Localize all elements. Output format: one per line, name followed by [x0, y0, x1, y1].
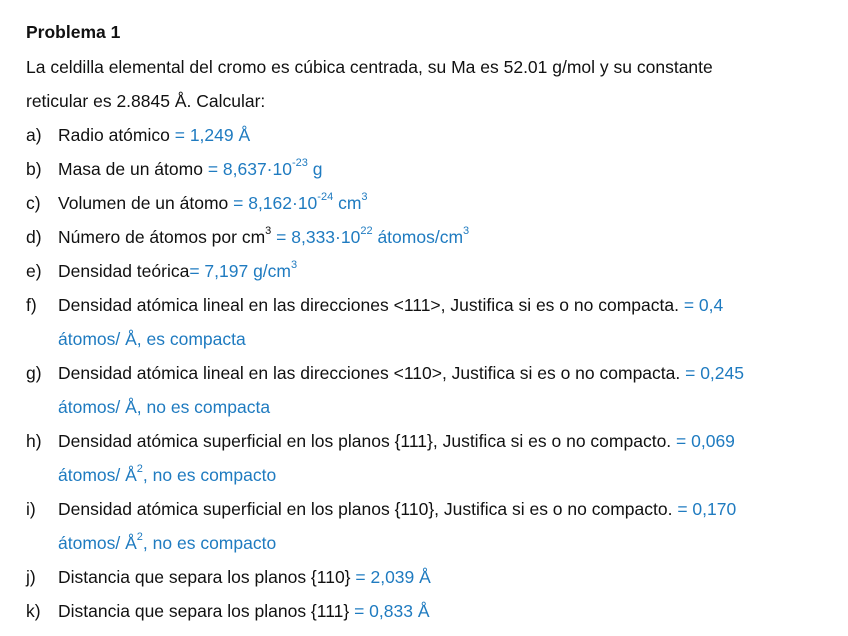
list-item-h [26, 424, 826, 492]
item-answer: = 0,069 [671, 431, 735, 451]
problem-title: Problema 1 [26, 22, 121, 42]
item-question: Densidad atómica superficial en los planos {110}, Justifica si es o no compacto. [58, 499, 673, 519]
document-page [26, 20, 826, 628]
item-answer-continued: átomos/ $Å^2$, no es compacto [58, 531, 277, 553]
list-item-c [26, 186, 826, 220]
list-item-b [26, 152, 826, 186]
problem-statement [26, 50, 826, 118]
list-item-g [26, 356, 826, 424]
item-answer: = 1,249 Å [174, 125, 251, 145]
item-question: Distancia que separa los planos {111} [58, 601, 355, 621]
list-item-f [26, 288, 826, 356]
item-question: Radio atómico [58, 125, 175, 145]
item-answer: = 0,833 Å [354, 601, 430, 621]
item-question: Densidad atómica superficial en los planos {111}, Justifica si es o no compacto. [58, 431, 672, 451]
item-question: Número de átomos por $cm^3$ [58, 225, 272, 247]
list-item-a [26, 118, 826, 152]
item-answer-continued: átomos/ $Å^2$, no es compacto [58, 463, 277, 485]
item-label: i) [26, 499, 36, 519]
item-label: j) [26, 567, 36, 587]
item-answer: = $8,162\cdot 10^{-24}$ $cm^3$ [233, 191, 368, 213]
list-item-j [26, 560, 826, 594]
item-answer: = 7,197 $g/cm^3$ [189, 259, 298, 281]
item-question: Densidad atómica lineal en las direcciones <111>, Justifica si es o no compacta. [58, 295, 679, 315]
item-answer-continued: átomos/ Å, no es compacta [58, 397, 271, 417]
item-label: f) [26, 295, 37, 315]
item-answer-continued: átomos/ Å, es compacta [58, 329, 246, 349]
item-question: Masa de un átomo [58, 159, 208, 179]
item-question: Densidad atómica lineal en las direcciones <110>, Justifica si es o no compacta. [58, 363, 681, 383]
item-answer: = 2,039 Å [355, 567, 431, 587]
item-question: Distancia que separa los planos {110} [58, 567, 356, 587]
intro-line-2: reticular es 2.8845 Å. Calcular: [26, 91, 266, 111]
item-label: b) [26, 159, 42, 179]
item-answer: = 0,170 [672, 499, 737, 519]
item-label: k) [26, 601, 41, 621]
list-item-i [26, 492, 826, 560]
item-label: d) [26, 227, 42, 247]
item-label: a) [26, 125, 42, 145]
intro-line-1: La celdilla elemental del cromo es cúbica centrada, su Ma es 52.01 g/mol y su constante [26, 57, 713, 77]
item-question: Densidad teórica [58, 261, 190, 281]
list-item-d [26, 220, 826, 254]
list-item-k [26, 594, 826, 628]
item-answer: = 0,4 [678, 295, 724, 315]
list-item-e [26, 254, 826, 288]
item-answer: = $8,637\cdot 10^{-23}$ g [207, 157, 323, 179]
item-label: h) [26, 431, 42, 451]
item-answer: = $8,333\cdot 10^{22}$ átomos/$cm^3$ [271, 225, 470, 247]
item-label: e) [26, 261, 42, 281]
item-label: g) [26, 363, 42, 383]
item-question: Volumen de un átomo [58, 193, 234, 213]
item-label: c) [26, 193, 41, 213]
item-answer: = 0,245 [680, 363, 744, 383]
